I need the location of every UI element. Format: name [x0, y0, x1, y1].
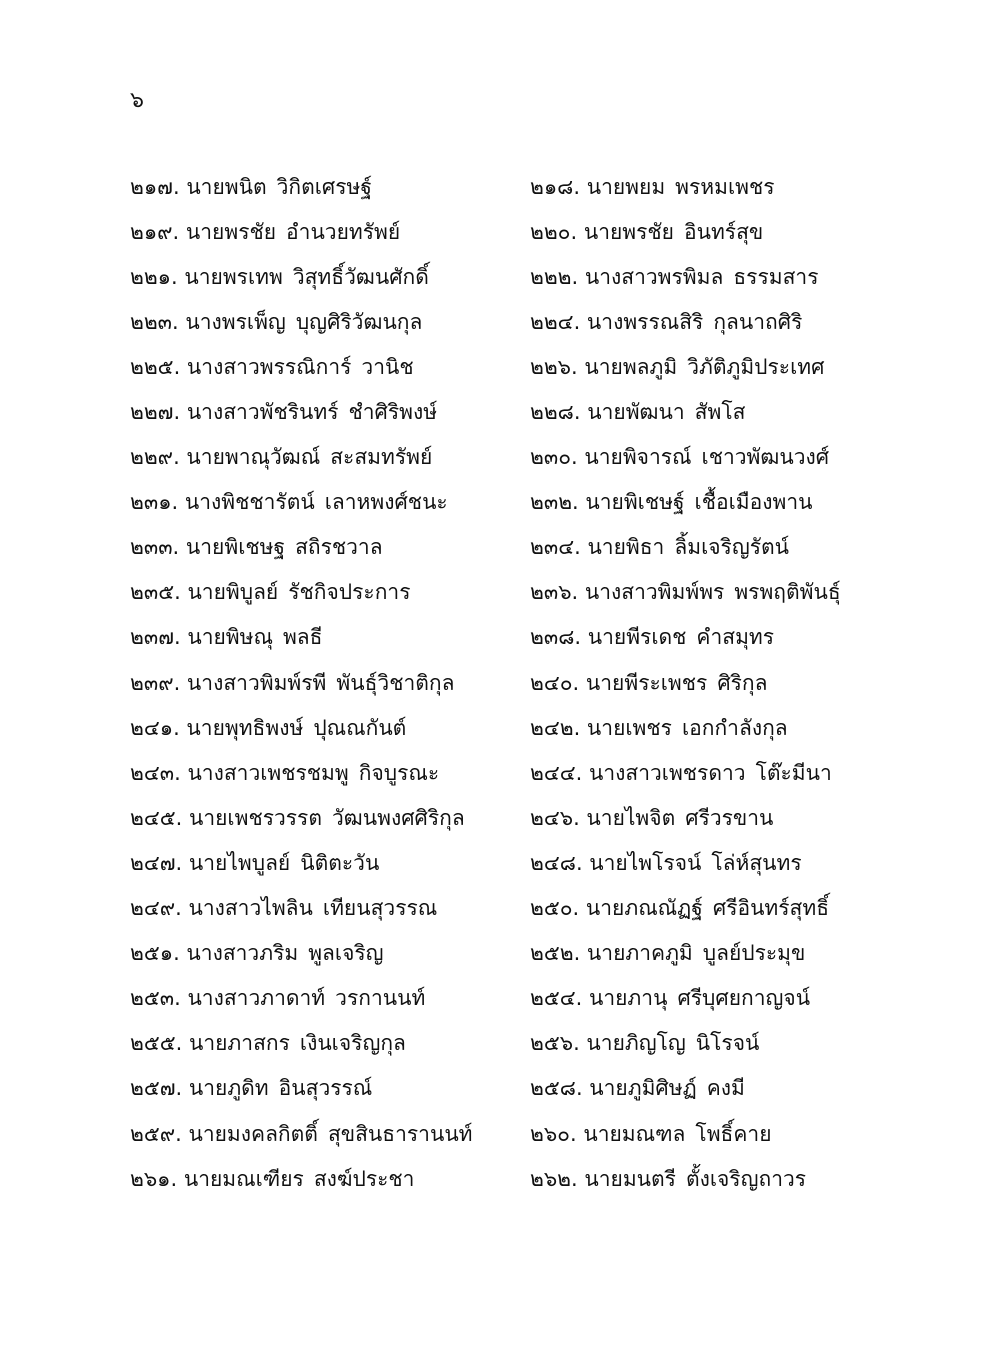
- entry-surname: พรหมเพชร: [675, 174, 775, 199]
- entry-surname: โพธิ์คาย: [695, 1121, 772, 1146]
- list-item: [530, 938, 890, 968]
- list-item: [130, 262, 530, 292]
- list-item: [130, 1073, 530, 1103]
- entry-surname: ศรีอินทร์สุทธิ์: [712, 896, 830, 921]
- list-row: [130, 705, 890, 750]
- entry-number-title-given-name: ๒๕๑. นางสาวภริม: [130, 941, 299, 966]
- entry-surname: ศิริกุล: [717, 670, 768, 695]
- entry-surname: นิโรจน์: [695, 1031, 760, 1056]
- list-item: [530, 1028, 890, 1058]
- list-item: [130, 983, 530, 1013]
- list-item: [130, 487, 530, 517]
- entry-number-title-given-name: ๒๕๘. นายภูมิศิษฏ์: [530, 1076, 697, 1101]
- list-row: [130, 570, 890, 615]
- list-item: [530, 848, 890, 878]
- entry-surname: คำสมุทร: [696, 625, 775, 650]
- entry-surname: ลิ้มเจริญรัตน์: [674, 535, 789, 560]
- list-item: [130, 758, 530, 788]
- entry-surname: บุญศิริวัฒนกุล: [295, 309, 423, 334]
- name-list: [130, 164, 890, 1201]
- entry-surname: วัฒนพงศศิริกุล: [331, 805, 465, 830]
- entry-number-title-given-name: ๒๒๑. นายพรเทพ: [130, 264, 283, 289]
- entry-surname: นิติตะวัน: [300, 850, 380, 875]
- list-item: [530, 713, 890, 743]
- list-item: [530, 532, 890, 562]
- list-item: [530, 217, 890, 247]
- list-row: [130, 480, 890, 525]
- list-row: [130, 525, 890, 570]
- entry-number-title-given-name: ๒๔๗. นายไพบูลย์: [130, 850, 291, 875]
- entry-number-title-given-name: ๒๒๕. นางสาวพรรณิการ์: [130, 354, 352, 379]
- list-row: [130, 435, 890, 480]
- list-row: [130, 299, 890, 344]
- entry-number-title-given-name: ๒๔๓. นางสาวเพชรชมพู: [130, 760, 349, 785]
- entry-number-title-given-name: ๒๒๘. นายพัฒนา: [530, 400, 685, 425]
- list-row: [130, 886, 890, 931]
- list-item: [130, 893, 530, 923]
- entry-surname: โต๊ะมีนา: [755, 760, 832, 785]
- entry-number-title-given-name: ๒๓๓. นายพิเชษฐ: [130, 535, 286, 560]
- entry-surname: โล่ห์สุนทร: [711, 850, 802, 875]
- entry-surname: ธรรมสาร: [733, 264, 819, 289]
- entry-surname: ตั้งเจริญถาวร: [685, 1166, 807, 1191]
- entry-number-title-given-name: ๒๓๕. นายพิบูลย์: [130, 580, 279, 605]
- entry-surname: รัชกิจประการ: [288, 580, 411, 605]
- entry-number-title-given-name: ๒๔๕. นายเพชรวรรต: [130, 805, 322, 830]
- entry-number-title-given-name: ๒๕๙. นายมงคลกิตติ์: [130, 1121, 318, 1146]
- entry-surname: วิกิตเศรษฐ์: [276, 174, 372, 199]
- entry-number-title-given-name: ๒๔๑. นายพุทธิพงษ์: [130, 715, 304, 740]
- list-item: [530, 577, 890, 607]
- entry-surname: เลาหพงศ์ชนะ: [324, 490, 448, 515]
- entry-surname: พูลเจริญ: [308, 941, 384, 966]
- list-item: [130, 1164, 530, 1194]
- list-row: [130, 795, 890, 840]
- list-item: [530, 758, 890, 788]
- list-item: [530, 487, 890, 517]
- entry-surname: สงฆ์ประชา: [313, 1166, 415, 1191]
- list-row: [130, 660, 890, 705]
- list-item: [530, 668, 890, 698]
- list-item: [130, 848, 530, 878]
- entry-number-title-given-name: ๒๔๐. นายพีระเพชร: [530, 670, 708, 695]
- list-row: [130, 1156, 890, 1201]
- entry-number-title-given-name: ๒๕๒. นายภาคภูมิ: [530, 941, 693, 966]
- entry-surname: สะสมทรัพย์: [330, 445, 433, 470]
- page-number: ๖: [130, 88, 144, 113]
- list-item: [530, 1119, 890, 1149]
- entry-number-title-given-name: ๒๔๘. นายไพโรจน์: [530, 850, 702, 875]
- entry-number-title-given-name: ๒๓๘. นายพีรเดช: [530, 625, 687, 650]
- entry-number-title-given-name: ๒๓๗. นายพิษณุ: [130, 625, 273, 650]
- list-row: [130, 615, 890, 660]
- entry-surname: กุลนาถศิริ: [713, 309, 803, 334]
- list-item: [530, 893, 890, 923]
- list-item: [530, 307, 890, 337]
- entry-surname: ศรีวรขาน: [685, 805, 774, 830]
- list-row: [130, 164, 890, 209]
- list-item: [130, 668, 530, 698]
- list-row: [130, 344, 890, 389]
- entry-number-title-given-name: ๒๒๐. นายพรชัย: [530, 219, 674, 244]
- list-row: [130, 1066, 890, 1111]
- entry-number-title-given-name: ๒๔๔. นางสาวเพชรดาว: [530, 760, 746, 785]
- list-row: [130, 931, 890, 976]
- entry-surname: สถิรชวาล: [295, 535, 383, 560]
- list-row: [130, 840, 890, 885]
- list-item: [530, 803, 890, 833]
- entry-number-title-given-name: ๒๕๓. นางสาวภาดาท์: [130, 986, 326, 1011]
- entry-number-title-given-name: ๒๑๘. นายพยม: [530, 174, 666, 199]
- entry-surname: ศรีบุศยกาญจน์: [677, 986, 811, 1011]
- entry-number-title-given-name: ๒๕๕. นายภาสกร: [130, 1031, 290, 1056]
- entry-number-title-given-name: ๒๕๗. นายภูดิท: [130, 1076, 269, 1101]
- list-item: [130, 1119, 530, 1149]
- list-item: [530, 1073, 890, 1103]
- list-item: [530, 172, 890, 202]
- list-item: [130, 442, 530, 472]
- entry-number-title-given-name: ๒๓๖. นางสาวพิมพ์พร: [530, 580, 725, 605]
- entry-surname: กิจบูรณะ: [358, 760, 440, 785]
- entry-surname: พันธุ์วิชาติกุล: [336, 670, 455, 695]
- list-row: [130, 209, 890, 254]
- list-item: [530, 352, 890, 382]
- entry-number-title-given-name: ๒๑๗. นายพนิต: [130, 174, 267, 199]
- entry-surname: พลธี: [282, 625, 323, 650]
- list-item: [130, 622, 530, 652]
- list-item: [530, 622, 890, 652]
- entry-number-title-given-name: ๒๔๒. นายเพชร: [530, 715, 672, 740]
- list-row: [130, 254, 890, 299]
- entry-number-title-given-name: ๒๒๓. นางพรเพ็ญ: [130, 309, 286, 334]
- list-item: [130, 397, 530, 427]
- list-row: [130, 1021, 890, 1066]
- entry-surname: วิสุทธิ์วัฒนศักดิ์: [292, 264, 429, 289]
- entry-surname: วานิช: [361, 354, 414, 379]
- entry-number-title-given-name: ๒๔๙. นางสาวไพลิน: [130, 896, 313, 921]
- entry-surname: เงินเจริญกุล: [299, 1031, 406, 1056]
- entry-surname: เอกกำลังกุล: [681, 715, 788, 740]
- list-row: [130, 750, 890, 795]
- entry-number-title-given-name: ๒๒๒. นางสาวพรพิมล: [530, 264, 724, 289]
- entry-surname: สุขสินธารานนท์: [327, 1121, 473, 1146]
- list-item: [130, 938, 530, 968]
- list-item: [530, 397, 890, 427]
- list-row: [130, 1111, 890, 1156]
- list-row: [130, 976, 890, 1021]
- list-item: [130, 577, 530, 607]
- entry-surname: อินทร์สุข: [684, 219, 764, 244]
- entry-surname: วรกานนท์: [335, 986, 426, 1011]
- entry-number-title-given-name: ๒๑๙. นายพรชัย: [130, 219, 277, 244]
- entry-number-title-given-name: ๒๒๔. นางพรรณสิริ: [530, 309, 704, 334]
- list-item: [530, 983, 890, 1013]
- list-item: [130, 1028, 530, 1058]
- entry-surname: สัพโส: [694, 400, 746, 425]
- entry-surname: วิภัติภูมิประเทศ: [687, 354, 825, 379]
- entry-surname: ปุณณกันต์: [313, 715, 407, 740]
- entry-number-title-given-name: ๒๓๐. นายพิจารณ์: [530, 445, 692, 470]
- list-item: [530, 1164, 890, 1194]
- entry-number-title-given-name: ๒๕๖. นายภิญโญ: [530, 1031, 686, 1056]
- list-item: [530, 262, 890, 292]
- list-item: [130, 803, 530, 833]
- list-item: [130, 172, 530, 202]
- entry-surname: เชาวพัฒนวงศ์: [701, 445, 830, 470]
- entry-number-title-given-name: ๒๖๑. นายมณเฑียร: [130, 1166, 304, 1191]
- entry-surname: ชำศิริพงษ์: [348, 400, 438, 425]
- entry-surname: อินสุวรรณ์: [278, 1076, 373, 1101]
- list-item: [530, 442, 890, 472]
- list-item: [130, 713, 530, 743]
- entry-number-title-given-name: ๒๒๗. นางสาวพัชรินทร์: [130, 400, 339, 425]
- entry-number-title-given-name: ๒๓๔. นายพิธา: [530, 535, 665, 560]
- entry-surname: อำนวยทรัพย์: [286, 219, 401, 244]
- entry-surname: เชื้อเมืองพาน: [694, 490, 813, 515]
- entry-surname: เทียนสุวรรณ: [322, 896, 438, 921]
- entry-number-title-given-name: ๒๓๒. นายพิเชษฐ์: [530, 490, 685, 515]
- list-item: [130, 307, 530, 337]
- list-item: [130, 532, 530, 562]
- entry-number-title-given-name: ๒๖๒. นายมนตรี: [530, 1166, 676, 1191]
- list-item: [130, 217, 530, 247]
- entry-number-title-given-name: ๒๔๖. นายไพจิต: [530, 805, 676, 830]
- entry-surname: คงมี: [706, 1076, 745, 1101]
- entry-number-title-given-name: ๒๕๔. นายภานุ: [530, 986, 668, 1011]
- entry-surname: พรพฤติพันธุ์: [734, 580, 841, 605]
- entry-number-title-given-name: ๒๖๐. นายมณฑล: [530, 1121, 686, 1146]
- entry-number-title-given-name: ๒๓๑. นางพิชชารัตน์: [130, 490, 315, 515]
- entry-number-title-given-name: ๒๓๙. นางสาวพิมพ์รพี: [130, 670, 327, 695]
- list-item: [130, 352, 530, 382]
- entry-surname: บูลย์ประมุข: [702, 941, 806, 966]
- entry-number-title-given-name: ๒๕๐. นายภณณัฏฐ์: [530, 896, 703, 921]
- entry-number-title-given-name: ๒๒๖. นายพลภูมิ: [530, 354, 678, 379]
- entry-number-title-given-name: ๒๒๙. นายพาณุวัฒณ์: [130, 445, 321, 470]
- list-row: [130, 389, 890, 434]
